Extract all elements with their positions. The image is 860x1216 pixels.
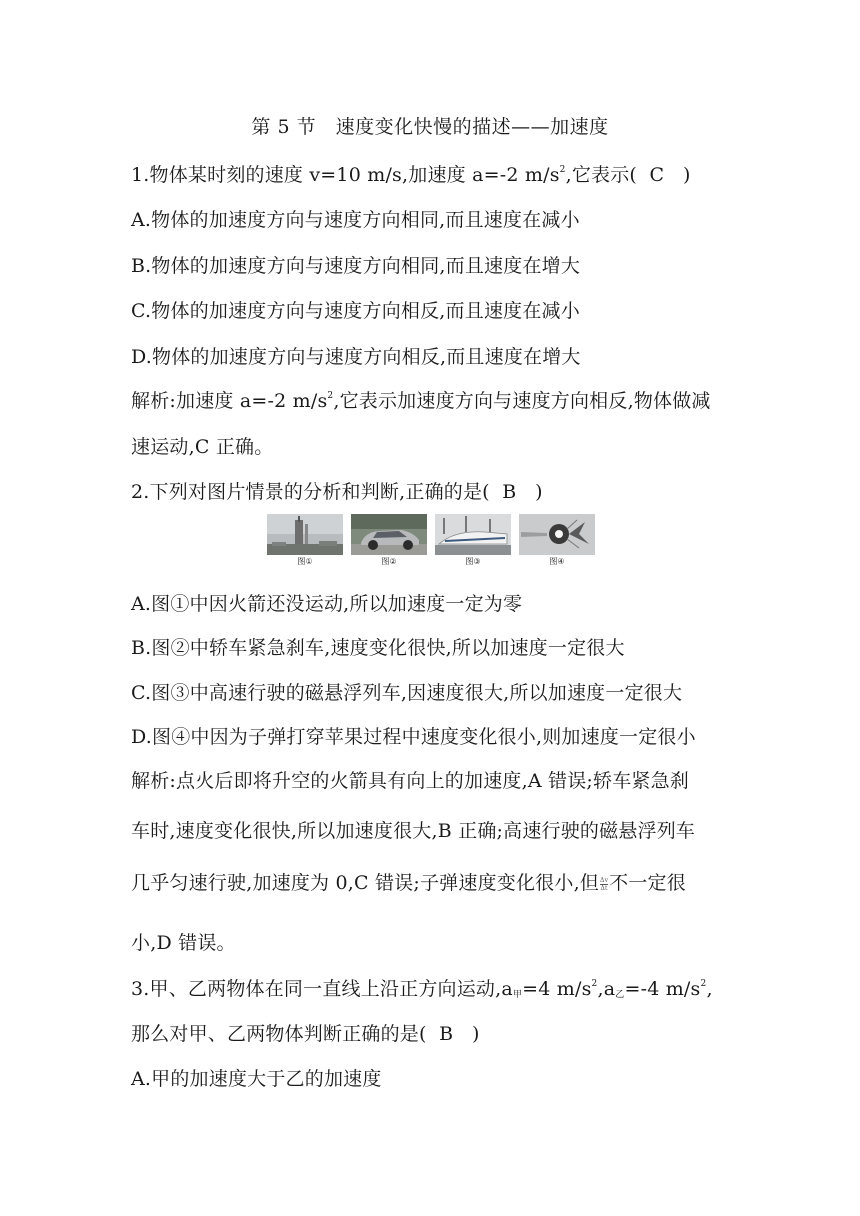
q1-analysis-text-2: ,它表示加速度方向与速度方向相反,物体做减 <box>333 390 711 412</box>
question-2-stem <box>131 477 543 504</box>
q1-analysis-exponent: 2 <box>327 391 334 401</box>
q3-sub-jia: 甲 <box>512 990 523 1000</box>
figure-3-caption: 图③ <box>465 557 481 566</box>
maglev-train-photo <box>435 514 511 555</box>
q1-analysis <box>131 386 711 413</box>
figure-2 <box>351 514 427 566</box>
q3-exponent-2: 2 <box>700 979 707 989</box>
q2-analysis-line-1: 解析:点火后即将升空的火箭具有向上的加速度,A 错误;轿车紧急刹 <box>131 770 690 792</box>
q1-stem-text: 1.物体某时刻的速度 v=10 m/s,加速度 a=-2 m/s <box>131 164 560 186</box>
bullet-apple-photo <box>519 514 595 555</box>
figure-strip <box>267 514 597 566</box>
q1-stem-text-2: ,它表示( <box>565 164 638 186</box>
q2-option-d: D.图④中因为子弹打穿苹果过程中速度变化很小,则加速度一定很小 <box>131 726 696 748</box>
q2-option-c: C.图③中高速行驶的磁悬浮列车,因速度很大,所以加速度一定很大 <box>131 682 683 704</box>
q1-option-c: C.物体的加速度方向与速度方向相反,而且速度在减小 <box>131 300 580 322</box>
rocket-launch-photo <box>267 514 343 555</box>
q3-stem-close: ) <box>472 1023 480 1045</box>
car-braking-photo <box>351 514 427 555</box>
q2-stem-text: 2.下列对图片情景的分析和判断,正确的是( <box>131 481 490 503</box>
figure-2-caption: 图② <box>381 557 397 566</box>
q3-exponent-1: 2 <box>591 979 598 989</box>
fraction-denominator: Δt <box>600 884 608 892</box>
figure-4-caption: 图④ <box>549 557 565 566</box>
q1-answer: C <box>649 164 665 186</box>
q2-analysis-line-2: 车时,速度变化很快,所以加速度很大,B 正确;高速行驶的磁悬浮列车 <box>131 820 696 842</box>
q2-analysis-line-4: 小,D 错误。 <box>131 932 236 954</box>
q1-option-b: B.物体的加速度方向与速度方向相同,而且速度在增大 <box>131 255 581 277</box>
question-1-stem <box>131 160 691 187</box>
q1-option-d: D.物体的加速度方向与速度方向相反,而且速度在增大 <box>131 346 581 368</box>
fraction-numerator: Δv <box>600 876 609 884</box>
q2-analysis-text: 几乎匀速行驶,加速度为 0,C 错误;子弹速度变化很小,但 <box>131 872 600 894</box>
question-3-stem <box>131 974 713 1001</box>
q2-analysis-text-2: 不一定很 <box>609 872 686 894</box>
q3-stem-text: 3.甲、乙两物体在同一直线上沿正方向运动,a <box>131 978 513 1000</box>
q2-option-b: B.图②中轿车紧急刹车,速度变化很快,所以加速度一定很大 <box>131 637 625 659</box>
question-3-stem-cont <box>131 1019 480 1046</box>
q3-option-a: A.甲的加速度大于乙的加速度 <box>131 1068 382 1090</box>
q3-sub-yi: 乙 <box>615 990 625 1000</box>
q3-stem-text-2: 那么对甲、乙两物体判断正确的是( <box>131 1023 427 1045</box>
q3-stem-mid: ,a <box>597 978 616 1000</box>
q2-analysis-line-3 <box>131 868 686 895</box>
acceleration-fraction <box>600 877 608 892</box>
figure-1 <box>267 514 343 566</box>
q3-stem-end: , <box>706 978 713 1000</box>
figure-4 <box>519 514 595 566</box>
q2-option-a: A.图①中因火箭还没运动,所以加速度一定为零 <box>131 593 523 615</box>
section-title: 第 5 节 速度变化快慢的描述——加速度 <box>251 116 609 138</box>
q3-value-1: =4 m/s <box>522 978 592 1000</box>
q2-stem-close: ) <box>535 481 543 503</box>
figure-1-caption: 图① <box>297 557 313 566</box>
q2-answer: B <box>502 481 517 503</box>
q1-analysis-text: 解析:加速度 a=-2 m/s <box>131 390 328 412</box>
q1-stem-close: ) <box>683 164 691 186</box>
q1-option-a: A.物体的加速度方向与速度方向相同,而且速度在减小 <box>131 209 580 231</box>
figure-3 <box>435 514 511 566</box>
q3-value-2: =-4 m/s <box>624 978 701 1000</box>
q1-analysis-cont: 速运动,C 正确。 <box>131 436 274 458</box>
q1-stem-exponent: 2 <box>559 165 566 175</box>
q3-answer: B <box>439 1023 454 1045</box>
